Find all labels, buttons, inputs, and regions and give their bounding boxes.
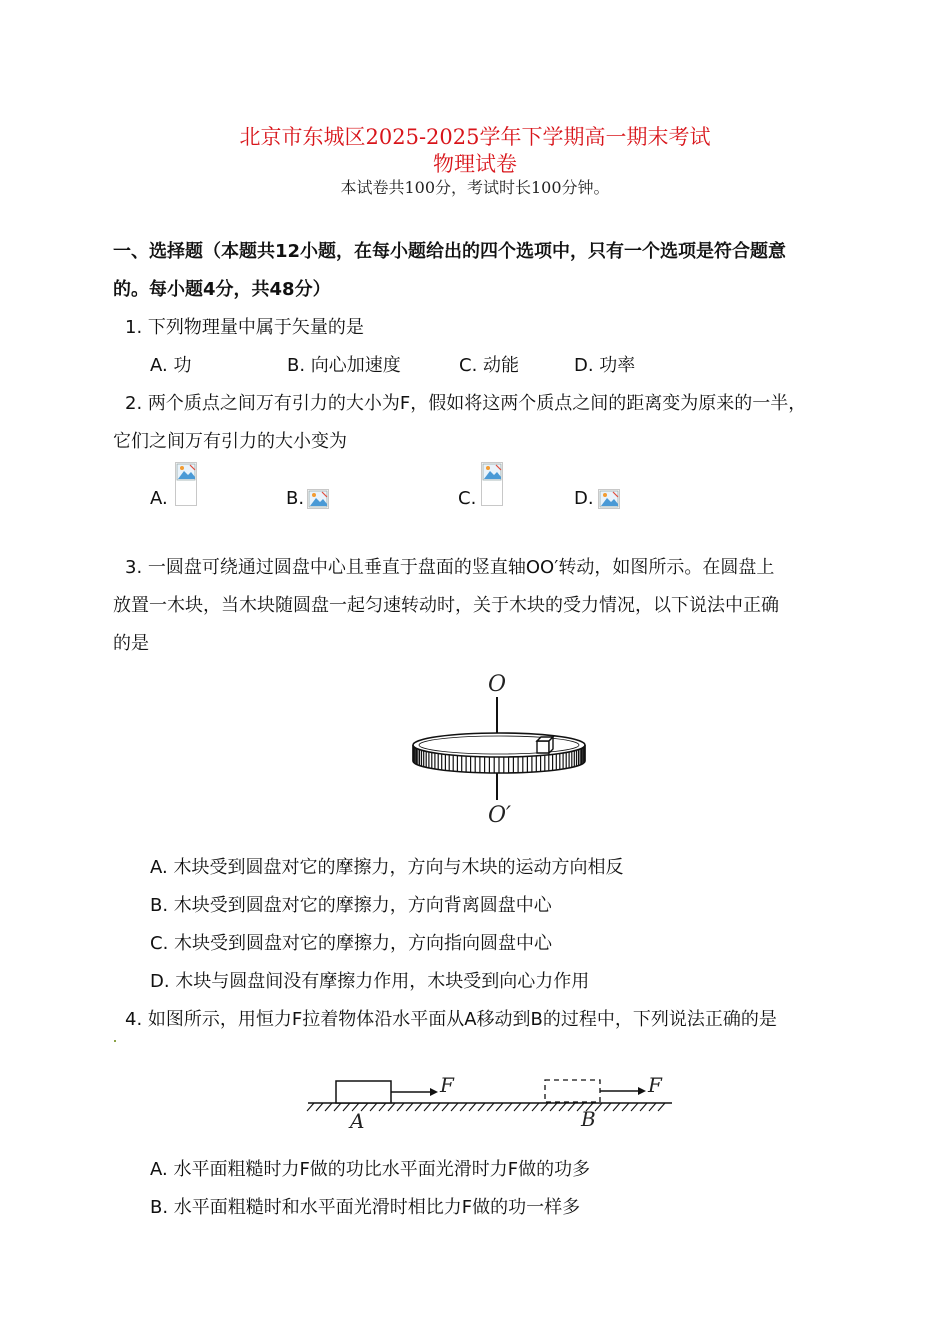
ground-hatch-line [595, 1103, 602, 1111]
ground-hatch-line [316, 1103, 323, 1111]
q1-option-c: C. 动能 [459, 355, 520, 376]
q3-option-c: C. 木块受到圆盘对它的摩擦力，方向指向圆盘中心 [150, 933, 553, 954]
ground-hatch-line [532, 1103, 539, 1111]
ground-hatch-line [433, 1103, 440, 1111]
ground-hatch-line [406, 1103, 413, 1111]
question-3-stem: 3. 一圆盘可绕通过圆盘中心且垂直于盘面的竖直轴OO′转动，如图所示。在圆盘上 [125, 557, 775, 578]
force-label-b: F [648, 1073, 662, 1097]
ground-hatch-line [523, 1103, 530, 1111]
ground-hatch-line [415, 1103, 422, 1111]
ground-hatch-line [343, 1103, 350, 1111]
question-2-stem-cont: 它们之间万有引力的大小变为 [113, 431, 347, 452]
q2-option-a-label: A. [150, 488, 168, 509]
ground-hatch-line [658, 1103, 665, 1111]
force-motion-figure [300, 1068, 680, 1133]
ground-hatch-line [325, 1103, 332, 1111]
exam-subject-title: 物理试卷 [433, 152, 517, 176]
ground-hatch-line [496, 1103, 503, 1111]
ground-hatch-line [307, 1103, 314, 1111]
point-a-label: A [350, 1109, 365, 1133]
wood-block [537, 737, 553, 753]
q1-option-d: D. 功率 [574, 355, 636, 376]
ground-hatch-line [613, 1103, 620, 1111]
axis-label-bottom: O′ [488, 803, 512, 828]
ground-hatch-line [604, 1103, 611, 1111]
rotating-disc-figure [400, 665, 600, 830]
section-heading-cont: 的。每小题4分，共48分） [113, 279, 331, 300]
block-at-a [336, 1081, 391, 1103]
q2-option-c-broken-image-icon [481, 462, 503, 506]
ground-hatch-line [649, 1103, 656, 1111]
force-label-a: F [440, 1073, 454, 1097]
ground-hatch-line [397, 1103, 404, 1111]
q1-option-a: A. 功 [150, 355, 192, 376]
question-3-stem-cont: 放置一木块，当木块随圆盘一起匀速转动时，关于木块的受力情况，以下说法中正确 [113, 595, 779, 616]
ground-hatch-line [442, 1103, 449, 1111]
q3-option-b: B. 木块受到圆盘对它的摩擦力，方向背离圆盘中心 [150, 895, 552, 916]
q1-option-b: B. 向心加速度 [287, 355, 401, 376]
stray-dot [114, 1040, 116, 1042]
section-heading: 一、选择题（本题共12小题，在每小题给出的四个选项中，只有一个选项是符合题意 [113, 241, 787, 262]
question-3-stem-end: 的是 [113, 633, 149, 654]
ground-hatch-line [478, 1103, 485, 1111]
ground-hatch-line [370, 1103, 377, 1111]
ground-hatch-line [469, 1103, 476, 1111]
ground-hatch-line [379, 1103, 386, 1111]
ground-hatch-line [424, 1103, 431, 1111]
q4-option-a: A. 水平面粗糙时力F做的功比水平面光滑时力F做的功多 [150, 1159, 591, 1180]
q2-option-c-label: C. [458, 488, 477, 509]
ground-hatch-line [487, 1103, 494, 1111]
question-1-stem: 1. 下列物理量中属于矢量的是 [125, 317, 364, 338]
axis-label-top: O [488, 672, 507, 697]
ground-hatch-line [541, 1103, 548, 1111]
question-4-stem: 4. 如图所示，用恒力F拉着物体沿水平面从A移动到B的过程中，下列说法正确的是 [125, 1009, 777, 1030]
ground-hatch-line [568, 1103, 575, 1111]
q2-option-b-label: B. [286, 488, 305, 509]
ground-hatch-line [559, 1103, 566, 1111]
q2-option-b-broken-image-icon [307, 489, 329, 509]
point-b-label: B [581, 1107, 596, 1131]
ground-hatch-line [550, 1103, 557, 1111]
ground-hatch-line [388, 1103, 395, 1111]
q2-option-a-broken-image-icon [175, 462, 197, 506]
ground-hatch-line [622, 1103, 629, 1111]
block-at-b [545, 1080, 600, 1102]
ground-hatch-line [514, 1103, 521, 1111]
question-2-stem: 2. 两个质点之间万有引力的大小为F，假如将这两个质点之间的距离变为原来的一半， [125, 393, 807, 414]
ground-hatch-line [640, 1103, 647, 1111]
ground-hatch-line [334, 1103, 341, 1111]
exam-title: 北京市东城区2025-2025学年下学期高一期末考试 [239, 125, 711, 149]
q3-option-d: D. 木块与圆盘间没有摩擦力作用，木块受到向心力作用 [150, 971, 590, 992]
ground-hatch-line [505, 1103, 512, 1111]
ground-hatch-line [451, 1103, 458, 1111]
q2-option-d-label: D. [574, 488, 594, 509]
q2-option-d-broken-image-icon [598, 489, 620, 509]
q3-option-a: A. 木块受到圆盘对它的摩擦力，方向与木块的运动方向相反 [150, 857, 624, 878]
ground-hatch-line [631, 1103, 638, 1111]
ground-hatch-line [460, 1103, 467, 1111]
q4-option-b: B. 水平面粗糙时和水平面光滑时相比力F做的功一样多 [150, 1197, 581, 1218]
exam-info: 本试卷共100分，考试时长100分钟。 [340, 178, 610, 197]
